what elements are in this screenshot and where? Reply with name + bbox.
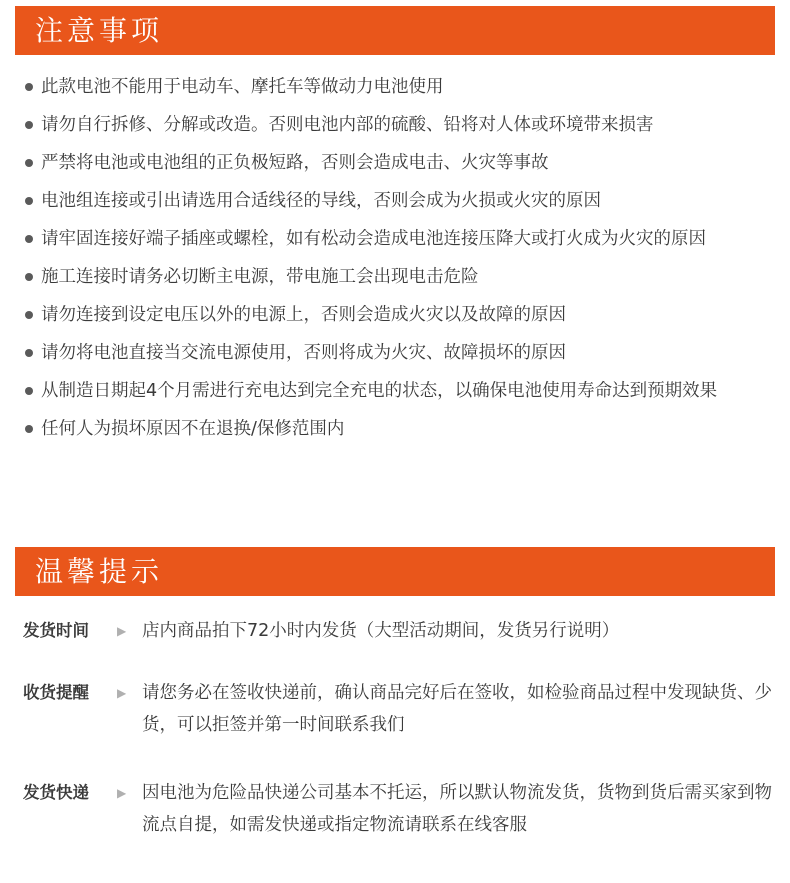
list-item: [20, 182, 780, 220]
dot-bullet-icon: [25, 197, 33, 205]
section-title-tips: 温馨提示: [15, 547, 775, 596]
dot-bullet-icon: [25, 387, 33, 395]
note-text: 此款电池不能用于电动车、摩托车等做动力电池使用: [41, 77, 444, 97]
list-item: [20, 334, 780, 372]
notes-list: [20, 68, 780, 448]
dot-bullet-icon: [25, 349, 33, 357]
tip-label: 发货时间: [23, 621, 89, 640]
list-item: [20, 68, 780, 106]
triangle-right-icon: ▶: [117, 624, 127, 638]
tip-text: 店内商品拍下72小时内发货（大型活动期间，发货另行说明）: [142, 621, 620, 641]
section-title-notes: 注意事项: [15, 6, 775, 55]
note-text: 施工连接时请务必切断主电源，带电施工会出现电击危险: [41, 267, 479, 287]
list-item: [20, 220, 780, 258]
note-text: 电池组连接或引出请选用合适线径的导线，否则会成为火损或火灾的原因: [41, 191, 601, 211]
tip-text: 因电池为危险品快递公司基本不托运，所以默认物流发货，货物到货后需买家到物流点自提，如需发快递或指定物流请联系在线客服: [142, 783, 772, 835]
tip-label: 发货快递: [23, 783, 89, 802]
list-item: [20, 144, 780, 182]
note-text: 请牢固连接好端子插座或螺栓，如有松动会造成电池连接压降大或打火成为火灾的原因: [41, 229, 706, 249]
triangle-right-icon: ▶: [117, 786, 127, 800]
note-text: 请勿连接到设定电压以外的电源上，否则会造成火灾以及故障的原因: [41, 305, 566, 325]
dot-bullet-icon: [25, 425, 33, 433]
note-text: 请勿将电池直接当交流电源使用，否则将成为火灾、故障损坏的原因: [41, 343, 566, 363]
list-item: [20, 258, 780, 296]
note-text: 严禁将电池或电池组的正负极短路，否则会造成电击、火灾等事故: [41, 153, 549, 173]
note-text: 请勿自行拆修、分解或改造。否则电池内部的硫酸、铅将对人体或环境带来损害: [41, 115, 654, 135]
tip-text: 请您务必在签收快递前，确认商品完好后在签收，如检验商品过程中发现缺货、少货，可以拒签并第一时间联系我们: [142, 683, 772, 735]
triangle-right-icon: ▶: [117, 686, 127, 700]
note-text: 任何人为损坏原因不在退换/保修范围内: [41, 419, 345, 439]
dot-bullet-icon: [25, 311, 33, 319]
dot-bullet-icon: [25, 273, 33, 281]
dot-bullet-icon: [25, 159, 33, 167]
dot-bullet-icon: [25, 83, 33, 91]
tip-label: 收货提醒: [23, 683, 89, 702]
list-item: [20, 410, 780, 448]
list-item: [20, 296, 780, 334]
list-item: [20, 106, 780, 144]
dot-bullet-icon: [25, 121, 33, 129]
dot-bullet-icon: [25, 235, 33, 243]
note-text: 从制造日期起4个月需进行充电达到完全充电的状态，以确保电池使用寿命达到预期效果: [41, 381, 718, 401]
list-item: [20, 372, 780, 410]
